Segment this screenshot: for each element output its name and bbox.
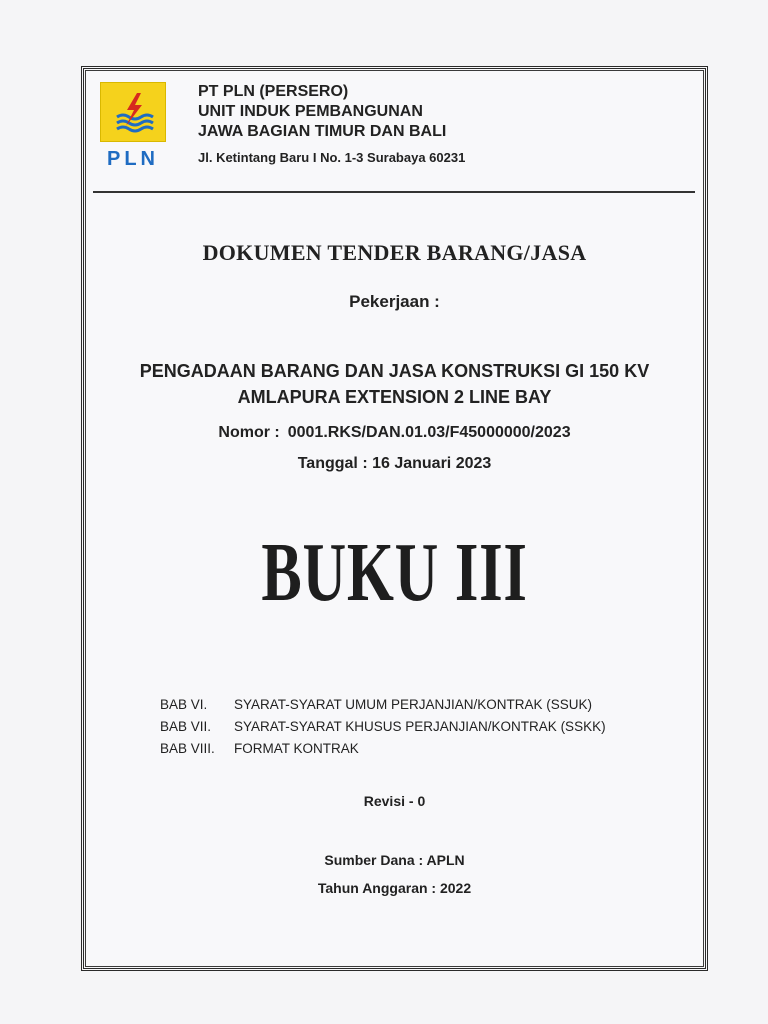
chapter-title: SYARAT-SYARAT KHUSUS PERJANJIAN/KONTRAK (SSKK): [234, 719, 606, 734]
funding-source: Sumber Dana : APLN: [324, 852, 465, 868]
org-line-2: UNIT INDUK PEMBANGUNAN: [198, 103, 423, 120]
nomor-value: 0001.RKS/DAN.01.03/F45000000/2023: [287, 424, 571, 441]
org-address: Jl. Ketintang Baru I No. 1-3 Surabaya 60231: [198, 150, 466, 165]
org-line-1: PT PLN (PERSERO): [198, 83, 349, 100]
project-name: [81, 358, 708, 410]
project-line-1: PENGADAAN BARANG DAN JASA KONSTRUKSI GI 150 KV: [139, 361, 650, 381]
org-line-3: JAWA BAGIAN TIMUR DAN BALI: [198, 123, 447, 140]
chapter-code: BAB VI.: [160, 697, 208, 712]
project-line-2: AMLAPURA EXTENSION 2 LINE BAY: [237, 387, 552, 407]
pln-logo-text: PLN: [107, 148, 159, 170]
document-title: DOKUMEN TENDER BARANG/JASA: [202, 240, 587, 265]
document-number: [81, 424, 708, 442]
chapter-code: BAB VIII.: [160, 741, 215, 756]
chapter-title: SYARAT-SYARAT UMUM PERJANJIAN/KONTRAK (SSUK): [234, 697, 593, 712]
chapter-item: [160, 738, 606, 760]
chapter-item: [160, 694, 606, 716]
budget-year: Tahun Anggaran : 2022: [317, 880, 472, 896]
pekerjaan-label: Pekerjaan :: [349, 292, 440, 311]
chapter-code: BAB VII.: [160, 719, 212, 734]
chapter-list: [160, 694, 606, 760]
chapter-item: [160, 716, 606, 738]
book-title: BUKU III: [261, 526, 528, 619]
header-divider: [93, 191, 695, 193]
document-border: [81, 66, 708, 971]
revision-label: Revisi - 0: [363, 793, 426, 809]
nomor-label: Nomor :: [218, 424, 280, 441]
document-date: Tanggal : 16 Januari 2023: [297, 455, 492, 472]
chapter-title: FORMAT KONTRAK: [234, 741, 359, 756]
organization-block: [198, 82, 465, 168]
pln-lightning-icon: [100, 82, 166, 142]
pln-logo: [100, 82, 166, 171]
